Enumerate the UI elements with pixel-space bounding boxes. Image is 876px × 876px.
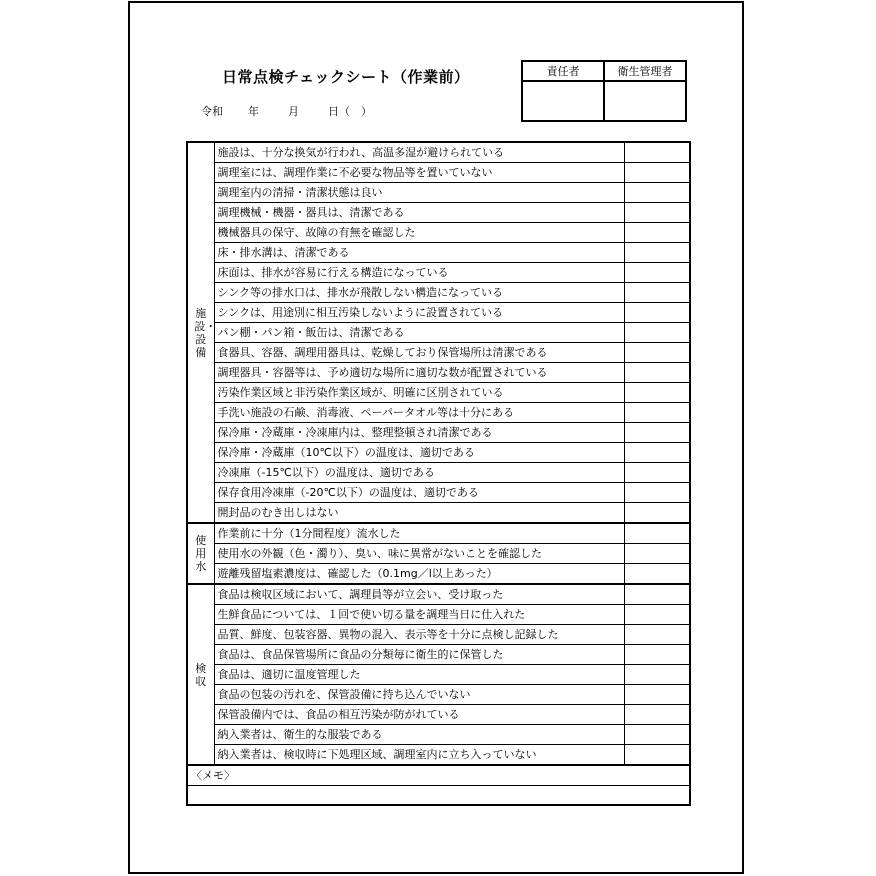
- check-item-text: 床・排水溝は、清潔である: [214, 243, 624, 263]
- check-item-text: 生鮮食品については、１回で使い切る量を調理当日に仕入れた: [214, 605, 624, 625]
- check-item-text: 食品は、適切に温度管理した: [214, 665, 624, 685]
- check-item-text: 作業前に十分（1分間程度）流水した: [214, 523, 624, 544]
- table-row: [187, 403, 690, 423]
- check-box-cell[interactable]: [624, 423, 690, 443]
- memo-field[interactable]: [187, 786, 690, 805]
- check-item-text: 保管設備内では、食品の相互汚染が防がれている: [214, 705, 624, 725]
- check-item-text: 食品の包装の汚れを、保管設備に持ち込んでいない: [214, 685, 624, 705]
- check-box-cell[interactable]: [624, 605, 690, 625]
- table-row: [187, 243, 690, 263]
- table-row: [187, 363, 690, 383]
- check-box-cell[interactable]: [624, 544, 690, 564]
- check-box-cell[interactable]: [624, 142, 690, 163]
- table-row: [187, 483, 690, 503]
- check-item-text: 調理器具・容器等は、予め適切な場所に適切な数が配置されている: [214, 363, 624, 383]
- table-row: [187, 523, 690, 544]
- stamp-box-hygiene-manager[interactable]: [604, 81, 686, 121]
- check-box-cell[interactable]: [624, 665, 690, 685]
- check-box-cell[interactable]: [624, 263, 690, 283]
- table-row: [187, 625, 690, 645]
- table-row: [187, 685, 690, 705]
- table-row: [187, 283, 690, 303]
- check-item-text: 床面は、排水が容易に行える構造になっている: [214, 263, 624, 283]
- section-label-text: 検収: [195, 661, 207, 688]
- stamp-header-hygiene-manager: 衛生管理者: [604, 61, 686, 81]
- table-row: [187, 323, 690, 343]
- date-day: 日（ ）: [328, 105, 372, 118]
- table-row: [187, 343, 690, 363]
- check-box-cell[interactable]: [624, 463, 690, 483]
- table-row: [187, 645, 690, 665]
- table-row: [187, 383, 690, 403]
- memo-row: [187, 765, 690, 786]
- check-item-text: 使用水の外観（色・濁り）、臭い、味に異常がないことを確認した: [214, 544, 624, 564]
- table-row: [187, 725, 690, 745]
- check-item-text: 食品は検収区域において、調理員等が立会い、受け取った: [214, 584, 624, 605]
- check-item-text: 納入業者は、衛生的な服装である: [214, 725, 624, 745]
- table-row: [187, 584, 690, 605]
- check-box-cell[interactable]: [624, 303, 690, 323]
- section-label: [187, 142, 217, 523]
- table-row: [187, 223, 690, 243]
- date-line: [201, 103, 372, 119]
- check-box-cell[interactable]: [624, 443, 690, 463]
- stamp-header-responsible: 責任者: [522, 61, 604, 81]
- check-box-cell[interactable]: [624, 483, 690, 503]
- check-box-cell[interactable]: [624, 745, 690, 766]
- section-label-text: 使用水: [195, 534, 207, 573]
- table-row: [187, 443, 690, 463]
- check-item-text: 遊離残留塩素濃度は、確認した（0.1mg／l以上あった）: [214, 564, 624, 585]
- check-box-cell[interactable]: [624, 564, 690, 585]
- check-item-text: シンク等の排水口は、排水が飛散しない構造になっている: [214, 283, 624, 303]
- table-row: [187, 163, 690, 183]
- date-month: 月: [288, 105, 299, 118]
- check-box-cell[interactable]: [624, 403, 690, 423]
- date-era: 令和: [201, 105, 223, 118]
- table-row: [187, 665, 690, 685]
- check-box-cell[interactable]: [624, 283, 690, 303]
- check-box-cell[interactable]: [624, 323, 690, 343]
- check-box-cell[interactable]: [624, 685, 690, 705]
- check-item-text: 納入業者は、検収時に下処理区域、調理室内に立ち入っていない: [214, 745, 624, 766]
- check-box-cell[interactable]: [624, 243, 690, 263]
- stamp-box-responsible[interactable]: [522, 81, 604, 121]
- check-item-text: 施設は、十分な換気が行われ、高温多湿が避けられている: [214, 142, 624, 163]
- check-box-cell[interactable]: [624, 503, 690, 524]
- memo-input-row: [187, 786, 690, 805]
- check-box-cell[interactable]: [624, 383, 690, 403]
- memo-label: 〈メモ〉: [187, 765, 690, 786]
- check-item-text: 機械器具の保守、故障の有無を確認した: [214, 223, 624, 243]
- check-box-cell[interactable]: [624, 223, 690, 243]
- table-row: [187, 303, 690, 323]
- check-box-cell[interactable]: [624, 343, 690, 363]
- check-box-cell[interactable]: [624, 183, 690, 203]
- check-box-cell[interactable]: [624, 363, 690, 383]
- approval-stamp-box: [521, 60, 687, 122]
- check-item-text: 開封品のむき出しはない: [214, 503, 624, 524]
- check-box-cell[interactable]: [624, 705, 690, 725]
- table-row: [187, 423, 690, 443]
- check-box-cell[interactable]: [624, 645, 690, 665]
- table-row: [187, 203, 690, 223]
- check-item-text: 汚染作業区域と非汚染作業区域が、明確に区別されている: [214, 383, 624, 403]
- date-year: 年: [248, 105, 259, 118]
- section-label: [187, 523, 214, 584]
- check-box-cell[interactable]: [624, 625, 690, 645]
- check-item-text: 手洗い施設の石鹸、消毒液、ペーパータオル等は十分にある: [214, 403, 624, 423]
- check-item-text: 冷凍庫（-15℃以下）の温度は、適切である: [214, 463, 624, 483]
- check-item-text: 調理室には、調理作業に不必要な物品等を置いていない: [214, 163, 624, 183]
- table-row: [187, 463, 690, 483]
- check-item-text: 保冷庫・冷蔵庫・冷凍庫内は、整理整頓され清潔である: [214, 423, 624, 443]
- check-item-text: 品質、鮮度、包装容器、異物の混入、表示等を十分に点検し記録した: [214, 625, 624, 645]
- section-label: [187, 584, 214, 765]
- check-box-cell[interactable]: [624, 203, 690, 223]
- check-item-text: 調理機械・機器・器具は、清潔である: [214, 203, 624, 223]
- check-item-text: 保冷庫・冷蔵庫（10℃以下）の温度は、適切である: [214, 443, 624, 463]
- check-box-cell[interactable]: [624, 725, 690, 745]
- check-box-cell[interactable]: [624, 584, 690, 605]
- table-row: [187, 503, 690, 524]
- check-box-cell[interactable]: [624, 523, 690, 544]
- page-title: 日常点検チェックシート（作業前）: [222, 68, 470, 86]
- checklist-table: [186, 141, 691, 806]
- table-row: [187, 745, 690, 766]
- check-item-text: 食品は、食品保管場所に食品の分類毎に衛生的に保管した: [214, 645, 624, 665]
- check-box-cell[interactable]: [624, 163, 690, 183]
- table-row: [187, 705, 690, 725]
- check-item-text: 保存食用冷凍庫（-20℃以下）の温度は、適切である: [214, 483, 624, 503]
- check-item-text: 調理室内の清掃・清潔状態は良い: [214, 183, 624, 203]
- table-row: [187, 544, 690, 564]
- table-row: [187, 605, 690, 625]
- check-item-text: パン棚・パン箱・飯缶は、清潔である: [214, 323, 624, 343]
- check-item-text: シンクは、用途別に相互汚染しないように設置されている: [214, 303, 624, 323]
- section-label-text: 施設・設備: [194, 306, 217, 359]
- table-row: [187, 183, 690, 203]
- check-item-text: 食器具、容器、調理用器具は、乾燥しており保管場所は清潔である: [214, 343, 624, 363]
- table-row: [187, 564, 690, 585]
- table-row: [187, 142, 690, 163]
- table-row: [187, 263, 690, 283]
